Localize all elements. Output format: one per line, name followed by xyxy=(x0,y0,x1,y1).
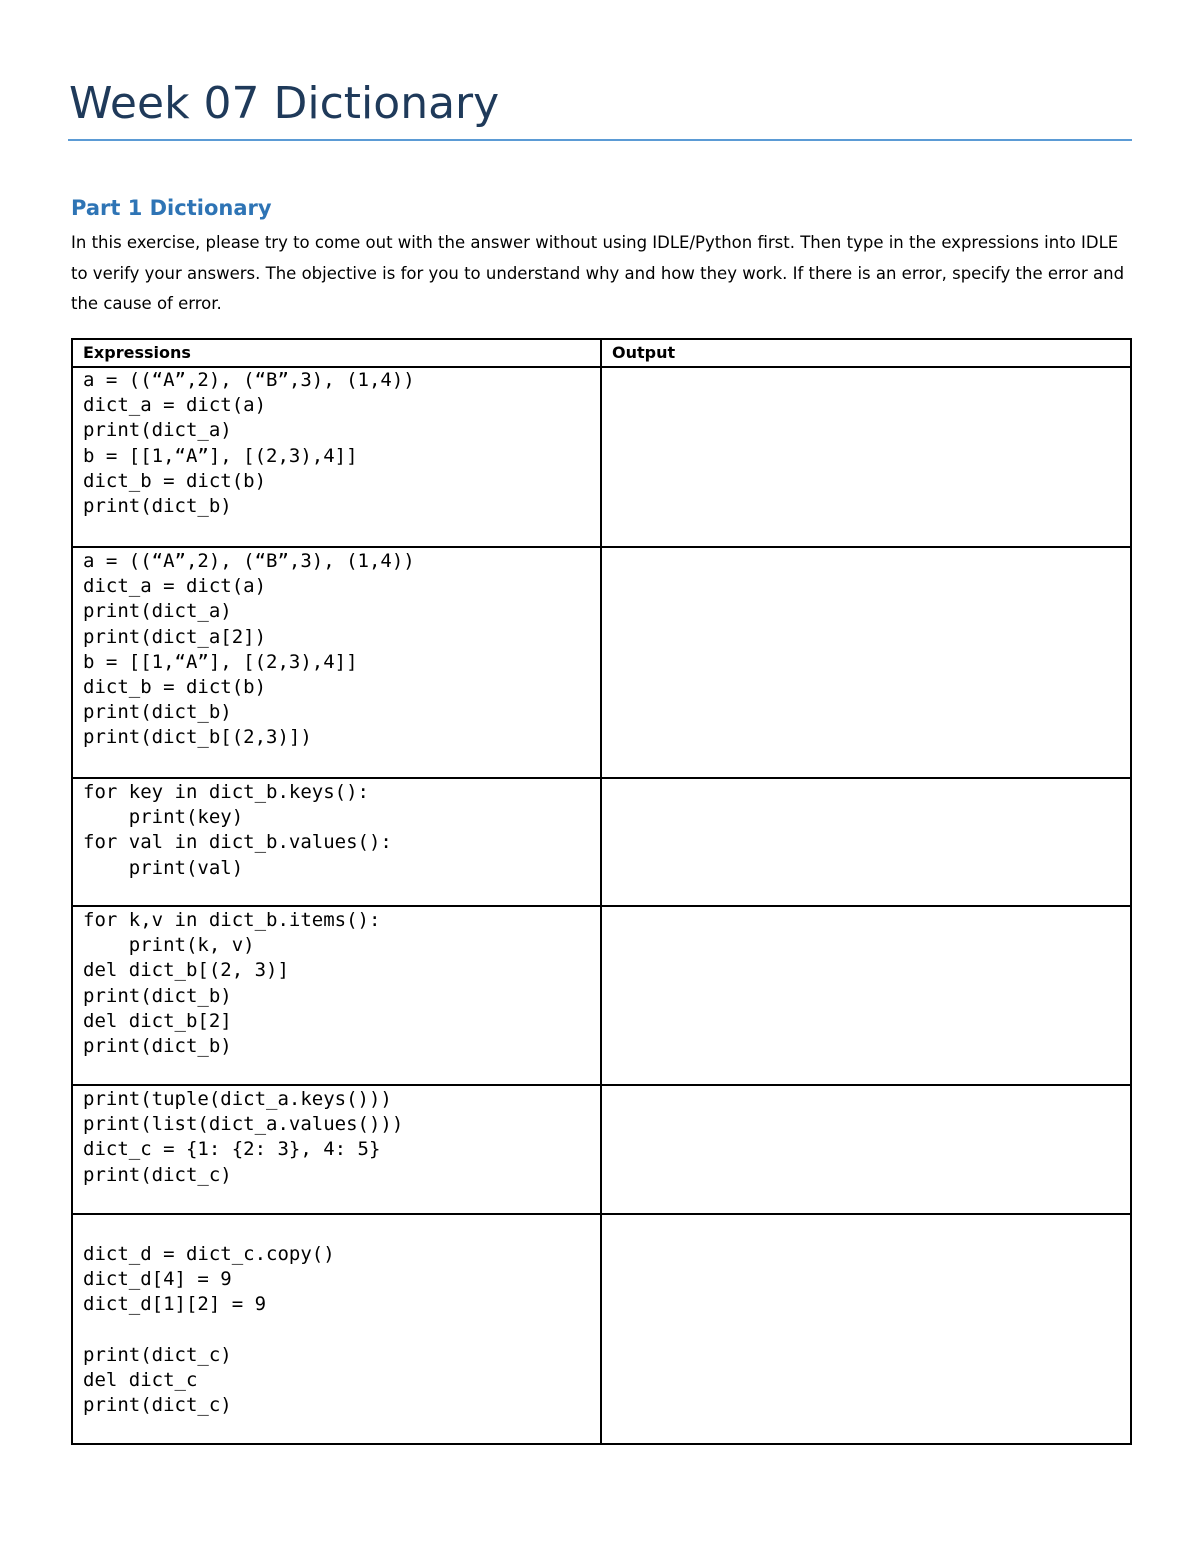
expression-code: print(tuple(dict_a.keys())) print(list(dict_a.values())) dict_c = {1: {2: 3}, 4: 5} print(dict_c) xyxy=(83,1088,404,1186)
expression-cell xyxy=(72,367,601,547)
table-row xyxy=(72,1214,1131,1444)
expression-cell xyxy=(72,778,601,906)
expression-code: dict_d = dict_c.copy() dict_d[4] = 9 dict_d[1][2] = 9 print(dict_c) del dict_c print(dict_c) xyxy=(83,1243,335,1417)
title-divider xyxy=(68,139,1132,141)
output-cell[interactable] xyxy=(601,547,1131,778)
expression-cell xyxy=(72,1085,601,1214)
expression-cell xyxy=(72,547,601,778)
page-title: Week 07 Dictionary xyxy=(69,78,500,129)
output-cell[interactable] xyxy=(601,778,1131,906)
expressions-header: Expressions xyxy=(72,339,601,367)
expression-code: for key in dict_b.keys(): print(key) for val in dict_b.values(): print(val) xyxy=(83,781,392,879)
expression-code: a = ((“A”,2), (“B”,3), (1,4)) dict_a = dict(a) print(dict_a) print(dict_a[2]) b = [[1,“A”], [(2,3),4]] dict_b = dict(b) print(dict_b) print(dict_b[(2,3)]) xyxy=(83,550,415,749)
output-header: Output xyxy=(601,339,1131,367)
table-row xyxy=(72,906,1131,1085)
output-cell[interactable] xyxy=(601,1085,1131,1214)
expression-cell xyxy=(72,906,601,1085)
expression-code: a = ((“A”,2), (“B”,3), (1,4)) dict_a = dict(a) print(dict_a) b = [[1,“A”], [(2,3),4]] dict_b = dict(b) print(dict_b) xyxy=(83,369,415,518)
expression-code: for k,v in dict_b.items(): print(k, v) del dict_b[(2, 3)] print(dict_b) del dict_b[2] print(dict_b) xyxy=(83,909,381,1058)
intro-paragraph: In this exercise, please try to come out with the answer without using IDLE/Python first. Then type in the expressions into IDLE to verify your answers. The objective is for you to understand why and how they work. If there is an error, specify the error and the cause of error. xyxy=(71,233,1125,313)
table-row xyxy=(72,778,1131,906)
output-cell[interactable] xyxy=(601,906,1131,1085)
output-cell[interactable] xyxy=(601,367,1131,547)
table-row xyxy=(72,367,1131,547)
output-cell[interactable] xyxy=(601,1214,1131,1444)
table-header-row xyxy=(72,339,1131,367)
expression-cell xyxy=(72,1214,601,1444)
section-heading: Part 1 Dictionary xyxy=(71,196,272,220)
exercise-table xyxy=(71,338,1132,1445)
table-row xyxy=(72,1085,1131,1214)
table-row xyxy=(72,547,1131,778)
